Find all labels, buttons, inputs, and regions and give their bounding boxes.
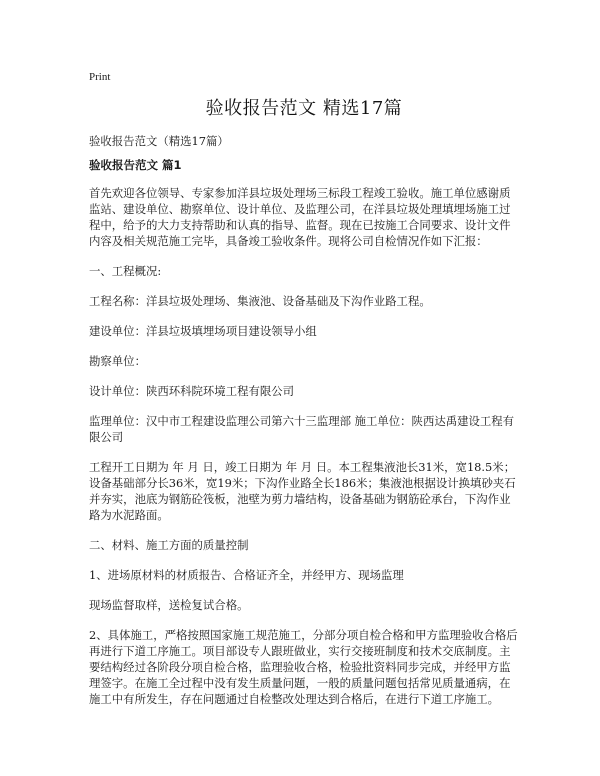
paragraph-design-unit: 设计单位：陕西环科院环境工程有限公司 xyxy=(89,384,295,398)
paragraph-item-1-cont: 现场监督取样，送检复试合格。 xyxy=(89,598,249,612)
print-label[interactable]: Print xyxy=(89,71,111,83)
document-title: 验收报告范文 精选17篇 xyxy=(205,98,403,119)
document-body xyxy=(89,133,519,721)
paragraph-construction-unit: 建设单位：洋县垃圾填埋场项目建设领导小组 xyxy=(89,324,317,338)
paragraph-supervision-unit: 监理单位：汉中市工程建设监理公司第六十三监理部 施工单位：陕西达禹建设工程有限公司 xyxy=(89,414,515,444)
paragraph-intro: 首先欢迎各位领导、专家参加洋县垃圾处理场三标段工程竣工验收。施工单位感谢质监站、建设单位、勘察单位、设计单位、及监理公司，在洋县垃圾处理填埋场施工过程中，给予的大力支持帮助和认真的指导、监督。现在已按施工合同要求、设计文件内容及相关规范施工完毕，具备竣工验收条件。现将公司自检情况作如下汇报： xyxy=(89,186,511,248)
paragraph-item-1: 1、进场原材料的材质报告、合格证齐全，并经甲方、现场监理 xyxy=(89,568,404,582)
paragraph-quality-heading: 二、材料、施工方面的质量控制 xyxy=(89,538,249,552)
paragraph-project-name: 工程名称：洋县垃圾处理场、集液池、设备基础及下沟作业路工程。 xyxy=(89,294,431,308)
document-subtitle: 验收报告范文（精选17篇） xyxy=(89,134,229,148)
paragraph-item-2: 2、具体施工，严格按照国家施工规范施工，分部分项自检合格和甲方监理验收合格后再进行下道工序施工。项目部设专人跟班做业，实行交接班制度和技术交底制度。主要结构经过各阶段分项自检合格，监理验收合格，检验批资料同步完成，并经甲方监理签字。在施工全过程中没有发生质量问题，一般的质量问题包括常见质量通病，在施工中有所发生，存在问题通过自检整改处理达到合格后，在进行下道工序施工。 xyxy=(89,628,518,706)
paragraph-survey-unit: 勘察单位： xyxy=(89,354,146,368)
paragraph-overview-heading: 一、工程概况: xyxy=(89,264,162,278)
paragraph-schedule: 工程开工日期为 年 月 日，竣工日期为 年 月 日。本工程集液池长31米，宽18.5米；设备基础部分长36米，宽19米；下沟作业路全长186米；集液池根据设计换填砂夹石并夯实，池底为钢筋砼筏板，池壁为剪力墙结构，设备基础为钢筋砼承台，下沟作业路为水泥路面。 xyxy=(89,460,516,522)
section-heading: 验收报告范文 篇1 xyxy=(89,158,182,172)
